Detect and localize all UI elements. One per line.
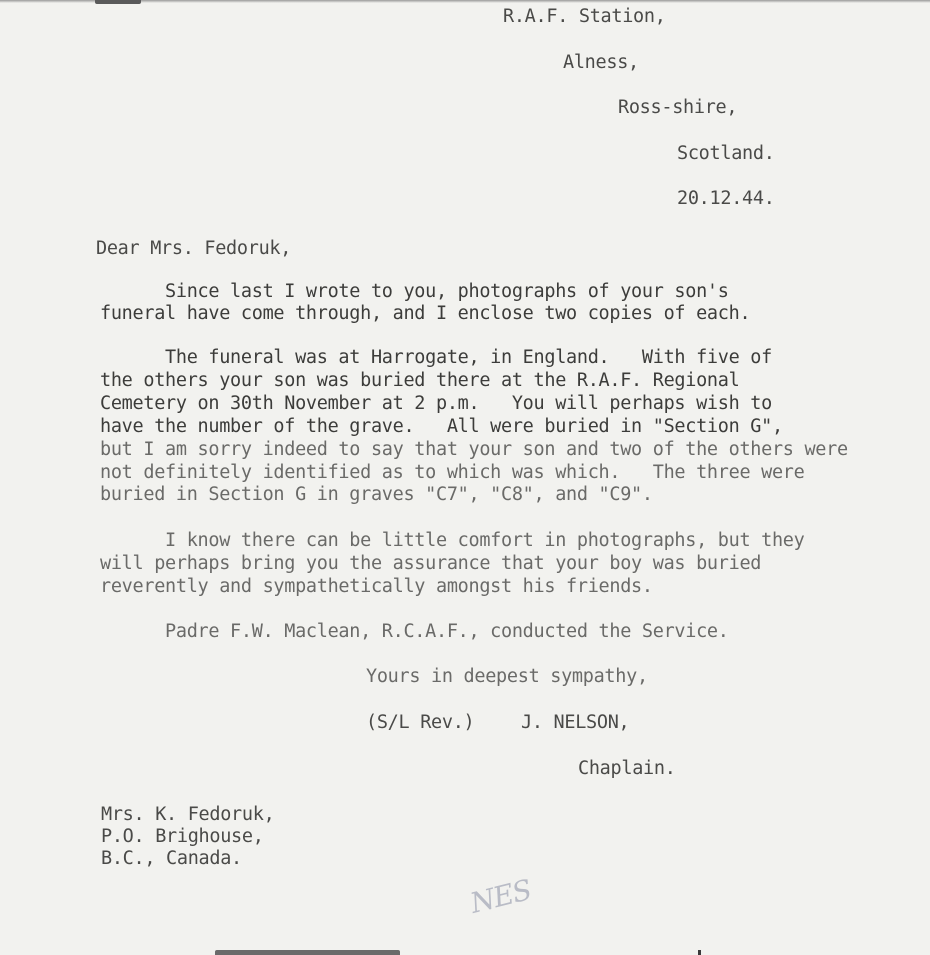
- closing: Yours in deepest sympathy,: [366, 666, 648, 687]
- paragraph-2-line-3: Cemetery on 30th November at 2 p.m. You will perhaps wish to: [100, 393, 772, 414]
- signature-name: J. NELSON,: [521, 712, 630, 733]
- salutation: Dear Mrs. Fedoruk,: [96, 238, 292, 259]
- paragraph-2-line-2: the others your son was buried there at the R.A.F. Regional: [100, 370, 740, 391]
- paragraph-2-line-4: have the number of the grave. All were buried in "Section G",: [100, 416, 783, 437]
- paragraph-2-line-7: buried in Section G in graves "C7", "C8", and "C9".: [100, 484, 653, 505]
- address-line-4: Scotland.: [677, 143, 775, 164]
- paragraph-3-line-3: reverently and sympathetically amongst his friends.: [100, 576, 653, 597]
- scan-bottom-dot: [698, 950, 701, 955]
- recipient-line-2: P.O. Brighouse,: [101, 826, 264, 847]
- recipient-line-3: B.C., Canada.: [101, 848, 242, 869]
- signature-rank: (S/L Rev.): [366, 712, 475, 733]
- paragraph-4: Padre F.W. Maclean, R.C.A.F., conducted the Service.: [100, 621, 729, 642]
- handwritten-initials: NES: [466, 873, 535, 920]
- letter-date: 20.12.44.: [677, 188, 775, 209]
- address-line-2: Alness,: [563, 52, 639, 73]
- address-line-3: Ross-shire,: [618, 97, 738, 118]
- address-line-1: R.A.F. Station,: [503, 6, 666, 27]
- paragraph-3-line-2: will perhaps bring you the assurance that your boy was buried: [100, 553, 762, 574]
- scan-corner-mark: [95, 0, 141, 4]
- paragraph-2-line-1: The funeral was at Harrogate, in England. With five of: [100, 347, 772, 368]
- recipient-line-1: Mrs. K. Fedoruk,: [101, 804, 275, 825]
- signature-title: Chaplain.: [578, 758, 676, 779]
- scan-bottom-mark: [215, 950, 400, 955]
- paragraph-2-line-6: not definitely identified as to which was which. The three were: [100, 462, 805, 483]
- paragraph-1-line-1: Since last I wrote to you, photographs of your son's: [100, 281, 729, 302]
- paragraph-1-line-2: funeral have come through, and I enclose two copies of each.: [100, 303, 751, 324]
- paragraph-2-line-5: but I am sorry indeed to say that your son and two of the others were: [100, 439, 848, 460]
- paragraph-3-line-1: I know there can be little comfort in photographs, but they: [100, 530, 805, 551]
